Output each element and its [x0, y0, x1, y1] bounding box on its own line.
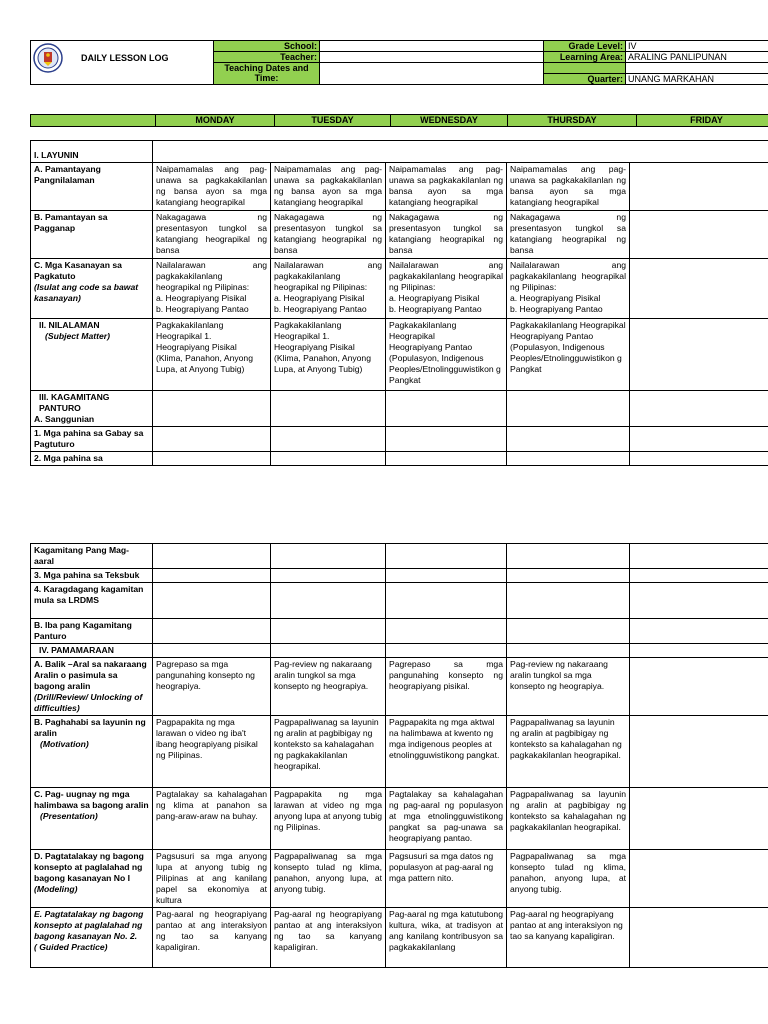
cell-line: Pagkakakilanlang Heograpikal [389, 320, 457, 341]
cell-line: Heograpiyang Pantao [510, 331, 594, 341]
row-label: 2. Mga pahina sa [31, 452, 153, 466]
row-label: II. NILALAMAN [39, 320, 100, 330]
row-sublabel: (Modeling) [34, 884, 78, 894]
cell-wednesday: Pagsusuri sa mga datos ng populasyon at pag-aaral ng mga pattern nito. [386, 850, 507, 908]
cell-monday [153, 583, 271, 619]
table-row [31, 644, 768, 658]
cell-line: a. Heograpiyang Pisikal [274, 293, 365, 303]
cell-monday [153, 319, 271, 391]
row-label: 3. Mga pahina sa Teksbuk [31, 569, 153, 583]
cell-friday [630, 658, 768, 716]
row-label: B. Iba pang Kagamitang Panturo [31, 619, 153, 644]
cell-wednesday [386, 644, 507, 658]
cell-tuesday: Pagpapaliwanag sa mga konsepto tulad ng klima, panahon, anyong lupa, at anyong tubig. [271, 850, 386, 908]
cell-monday: Pag-aaral ng heograpiyang pantao at ang interaksiyon ng tao sa kanyang kapaligiran. [153, 908, 271, 968]
cell-thursday [507, 259, 630, 319]
cell-tuesday [271, 319, 386, 391]
cell-wednesday [386, 319, 507, 391]
cell-friday [630, 788, 768, 850]
cell-line: (Populasyon, Indigenous Peoples/Etnolingguwistikon g Pangkat [510, 342, 622, 374]
row-label: B. Pamantayan sa Pagganap [31, 211, 153, 259]
cell-tuesday: Nakagagawa ng presentasyon tungkol sa katangiang heograpikal ng bansa [271, 211, 386, 259]
cell-friday [630, 644, 768, 658]
cell-tuesday: Pagpapaliwanag sa layunin ng aralin at pagbibigay ng konteksto sa kahalagahan ng pagkakakilanlan heograpikal. [271, 716, 386, 788]
table-row [31, 569, 768, 583]
table-row [31, 211, 768, 259]
cell-wednesday [386, 427, 507, 452]
cell-wednesday: Nakagagawa ng presentasyon tungkol sa katangiang heograpikal ng bansa [386, 211, 507, 259]
cell-monday [153, 569, 271, 583]
cell-monday: Pagrepaso sa mga pangunahing konsepto ng heograpiya. [153, 658, 271, 716]
row-label: Kagamitang Pang Mag-aaral [31, 544, 153, 569]
table-row [31, 716, 768, 788]
row-label: 4. Karagdagang kagamitan mula sa LRDMS [31, 583, 153, 619]
table-row [31, 259, 768, 319]
row-label-cell [31, 391, 153, 427]
cell-line: a. Heograpiyang Pisikal [156, 293, 247, 303]
day-wednesday: WEDNESDAY [391, 115, 508, 127]
layunin-blank [153, 141, 768, 163]
cell-line: Nailalarawan ang pagkakakilanlang heograpikal ng Pilipinas: [274, 260, 382, 292]
row-label: E. Pagtatalakay ng bagong konsepto at paglalahad ng bagong kasanayan No. 2. [34, 909, 144, 941]
cell-friday [630, 544, 768, 569]
grade-label: Grade Level: [544, 41, 626, 52]
area-label: Learning Area: [544, 52, 626, 63]
teacher-label: Teacher: [214, 52, 320, 63]
cell-line: (Klima, Panahon, Anyong Lupa, at Anyong Tubig) [274, 353, 371, 374]
table-row [31, 319, 768, 391]
cell-line: a. Heograpiyang Pisikal [389, 293, 480, 303]
cell-line: Nailalarawan ang pagkakakilanlang heograpikal ng Pilipinas: [156, 260, 267, 292]
cell-wednesday: Pagrepaso sa mga pangunahing konsepto ng heograpiyang pisikal. [386, 658, 507, 716]
cell-monday: Nakagagawa ng presentasyon tungkol sa katangiang heograpikal ng bansa [153, 211, 271, 259]
cell-thursday [507, 391, 630, 427]
row-sublabel: ( Guided Practice) [34, 942, 108, 952]
cell-line: b. Heograpiyang Pantao [274, 304, 367, 314]
header-table [30, 40, 768, 85]
dates-field[interactable] [320, 63, 544, 85]
row-sublabel: (Motivation) [40, 739, 89, 749]
table-row [31, 850, 768, 908]
cell-wednesday: Naipamamalas ang pag-unawa sa pagkakakilanlan ng bansa ayon sa mga katangiang heograpikal [386, 163, 507, 211]
cell-friday [630, 211, 768, 259]
cell-friday [630, 391, 768, 427]
cell-wednesday: Pag-aaral ng mga katutubong kultura, wika, at tradisyon at ang kanilang kontribusyon sa pagkakakilanlang [386, 908, 507, 968]
row-sublabel: (Drill/Review/ Unlocking of difficulties) [34, 692, 143, 713]
cell-friday [630, 319, 768, 391]
quarter-label: Quarter: [544, 74, 626, 85]
cell-wednesday [386, 391, 507, 427]
cell-line: b. Heograpiyang Pantao [510, 304, 603, 314]
row-label-cell [31, 259, 153, 319]
cell-friday [630, 619, 768, 644]
table-row [31, 788, 768, 850]
cell-monday: Naipamamalas ang pag-unawa sa pagkakakilanlan ng bansa ayon sa mga katangiang heograpikal [153, 163, 271, 211]
cell-thursday: Pag-review ng nakaraang aralin tungkol sa mga konsepto ng heograpiya. [507, 658, 630, 716]
pamamaraan-heading: IV. PAMAMARAAN [31, 644, 153, 658]
table-row [31, 391, 768, 427]
cell-tuesday [271, 569, 386, 583]
cell-friday [630, 716, 768, 788]
cell-tuesday [271, 644, 386, 658]
cell-thursday: Pagpapaliwanag sa layunin ng aralin at pagbibigay ng konteksto sa kahalagahan ng pagkakakilanlan heograpikal. [507, 788, 630, 850]
quarter-value[interactable]: UNANG MARKAHAN [626, 74, 768, 85]
row-label-cell [31, 658, 153, 716]
cell-wednesday [386, 583, 507, 619]
table-row [31, 908, 768, 968]
school-label: School: [214, 41, 320, 52]
cell-thursday [507, 619, 630, 644]
days-blank [31, 115, 156, 127]
cell-tuesday [271, 452, 386, 466]
row-label: 1. Mga pahina sa Gabay sa Pagtuturo [31, 427, 153, 452]
cell-monday: Pagpapakita ng mga larawan o video ng iba't ibang heograpiyang pisikal ng Pilipinas. [153, 716, 271, 788]
day-thursday: THURSDAY [508, 115, 637, 127]
cell-line: (Klima, Panahon, Anyong Lupa, at Anyong Tubig) [156, 353, 253, 374]
cell-friday [630, 452, 768, 466]
cell-friday [630, 163, 768, 211]
cell-monday: Pagsusuri sa mga anyong lupa at anyong tubig ng Pilipinas at ang kanilang papel sa ekonomiya at kultura [153, 850, 271, 908]
cell-thursday [507, 644, 630, 658]
cell-monday [153, 619, 271, 644]
row-label-cell [31, 850, 153, 908]
days-bar [30, 114, 768, 127]
day-tuesday: TUESDAY [275, 115, 391, 127]
cell-monday: Pagtalakay sa kahalagahan ng klima at panahon sa pang-araw-araw na buhay. [153, 788, 271, 850]
day-friday: FRIDAY [637, 115, 768, 127]
cell-tuesday [271, 259, 386, 319]
lesson-table-part1 [30, 140, 768, 466]
cell-wednesday: Pagpapakita ng mga aktwal na halimbawa at kwento ng mga indigenous peoples at etnolingguwistikong pangkat. [386, 716, 507, 788]
logo-cell [31, 41, 214, 85]
cell-wednesday [386, 569, 507, 583]
cell-thursday [507, 427, 630, 452]
row-label-cell [31, 716, 153, 788]
cell-line: b. Heograpiyang Pantao [156, 304, 249, 314]
cell-thursday: Pagpapaliwanag sa mga konsepto tulad ng klima, panahon, anyong lupa, at anyong tubig. [507, 850, 630, 908]
area-value[interactable]: ARALING PANLIPUNAN [626, 52, 768, 63]
deped-seal-icon [33, 43, 63, 73]
cell-wednesday [386, 619, 507, 644]
cell-monday [153, 259, 271, 319]
row-sublabel: (Isulat ang code sa bawat kasanayan) [34, 282, 139, 303]
cell-monday [153, 452, 271, 466]
cell-tuesday [271, 391, 386, 427]
row-label: C. Mga Kasanayan sa Pagkatuto [34, 260, 122, 281]
cell-monday [153, 544, 271, 569]
cell-line: (Populasyon, Indigenous Peoples/Etnolingguwistikon g Pangkat [389, 353, 501, 385]
cell-line: Heograpiyang Pantao [389, 342, 473, 352]
cell-tuesday: Pag-aaral ng heograpiyang pantao at ang interaksiyon ng tao sa kanyang kapaligiran. [271, 908, 386, 968]
sanggunian-label: A. Sanggunian [34, 414, 95, 424]
cell-tuesday: Pagpapakita ng mga larawan at video ng mga anyong lupa at anyong tubig ng Pilipinas. [271, 788, 386, 850]
cell-friday [630, 427, 768, 452]
cell-tuesday [271, 583, 386, 619]
table-row [31, 583, 768, 619]
page-title: DAILY LESSON LOG [81, 53, 169, 63]
cell-friday [630, 569, 768, 583]
row-sublabel: (Presentation) [40, 811, 98, 821]
row-sublabel: (Subject Matter) [45, 331, 110, 341]
row-label-cell [31, 788, 153, 850]
day-monday: MONDAY [156, 115, 275, 127]
row-label: A. Pamantayang Pangnilalaman [31, 163, 153, 211]
cell-thursday [507, 569, 630, 583]
cell-line: b. Heograpiyang Pantao [389, 304, 482, 314]
lesson-table-part2 [30, 543, 768, 968]
row-label: D. Pagtatalakay ng bagong konsepto at paglalahad ng bagong kasanayan No I [34, 851, 144, 883]
cell-thursday [507, 319, 630, 391]
cell-tuesday [271, 427, 386, 452]
school-field[interactable] [320, 41, 544, 52]
table-row [31, 658, 768, 716]
cell-thursday [507, 544, 630, 569]
cell-line: Nailalarawan ang pagkakakilanlang heograpikal ng Pilipinas: [389, 260, 503, 292]
cell-friday [630, 583, 768, 619]
table-row [31, 163, 768, 211]
cell-line: Heograpiyang Pisikal [156, 342, 237, 352]
row-label: A. Balik –Aral sa nakaraang Aralin o pasimula sa bagong aralin [34, 659, 147, 691]
cell-wednesday [386, 452, 507, 466]
cell-line: Pagkakakilanlang Heograpikal [510, 320, 626, 330]
cell-tuesday: Naipamamalas ang pag-unawa sa pagkakakilanlan ng bansa ayon sa mga katangiang heograpikal [271, 163, 386, 211]
cell-line: Heograpiyang Pisikal [274, 342, 355, 352]
layunin-heading: I. LAYUNIN [31, 141, 153, 163]
cell-line: a. Heograpiyang Pisikal [510, 293, 601, 303]
spacer-cell [626, 63, 768, 74]
cell-thursday [507, 583, 630, 619]
cell-wednesday [386, 259, 507, 319]
row-label: B. Paghahabi sa layunin ng aralin [34, 717, 146, 738]
cell-thursday: Pagpapaliwanag sa layunin ng aralin at pagbibigay ng konteksto sa kahalagahan ng pagkakakilanlan heograpikal. [507, 716, 630, 788]
table-row [31, 544, 768, 569]
cell-line: Pagkakakilanlang Heograpikal 1. [156, 320, 224, 341]
grade-value[interactable]: IV [626, 41, 768, 52]
cell-monday [153, 644, 271, 658]
cell-wednesday [386, 544, 507, 569]
cell-thursday: Naipamamalas ang pag-unawa sa pagkakakilanlan ng bansa ayon sa mga katangiang heograpikal [507, 163, 630, 211]
row-label: C. Pag- uugnay ng mga halimbawa sa bagong aralin [34, 789, 149, 810]
cell-thursday [507, 452, 630, 466]
cell-line: Pagkakakilanlang Heograpikal 1. [274, 320, 342, 341]
cell-tuesday [271, 544, 386, 569]
cell-thursday: Pag-aaral ng heograpiyang pantao at ang interaksiyon ng tao sa kanyang kapaligiran. [507, 908, 630, 968]
cell-friday [630, 850, 768, 908]
table-row [31, 619, 768, 644]
cell-tuesday: Pag-review ng nakaraang aralin tungkol sa mga konsepto ng heograpiya. [271, 658, 386, 716]
cell-monday [153, 391, 271, 427]
cell-tuesday [271, 619, 386, 644]
spacer-cell [544, 63, 626, 74]
cell-wednesday: Pagtalakay sa kahalagahan ng pag-aaral ng populasyon at mga etnolingguwistikong pangkat sa pag-unawa sa heograpiyang pantao. [386, 788, 507, 850]
cell-friday [630, 908, 768, 968]
kagamitan-heading: III. KAGAMITANG PANTURO [39, 392, 110, 413]
table-row [31, 452, 768, 466]
dates-label: Teaching Dates and Time: [214, 63, 320, 85]
cell-line: Nailalarawan ang pagkakakilanlang heograpikal ng Pilipinas: [510, 260, 626, 292]
teacher-field[interactable] [320, 52, 544, 63]
cell-monday [153, 427, 271, 452]
row-label-cell [31, 319, 153, 391]
cell-thursday: Nakagagawa ng presentasyon tungkol sa katangiang heograpikal ng bansa [507, 211, 630, 259]
row-label-cell [31, 908, 153, 968]
cell-friday [630, 259, 768, 319]
table-row [31, 427, 768, 452]
